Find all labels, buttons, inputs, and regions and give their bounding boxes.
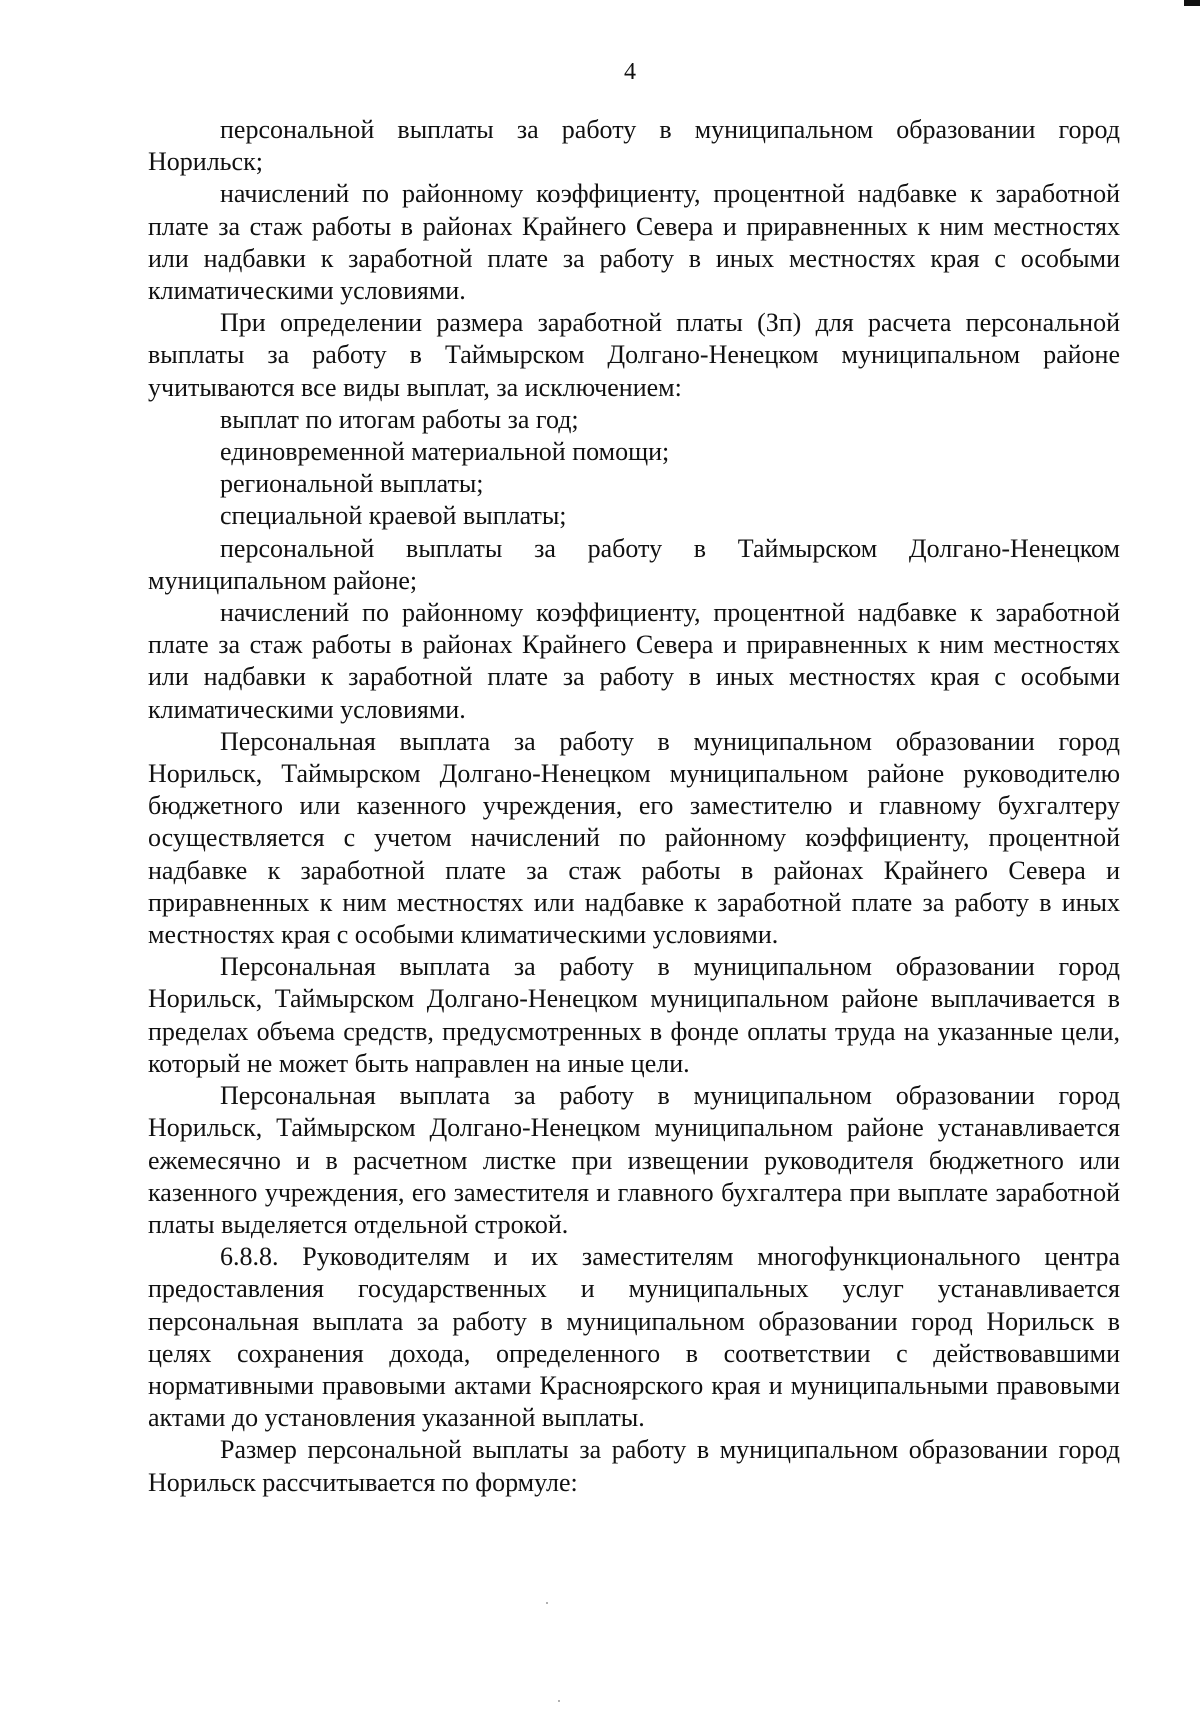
- list-item-special-regional-payment: специальной краевой выплаты;: [220, 501, 567, 531]
- paragraph-2: начислений по районному коэффициенту, процентной надбавке к заработной плате за стаж работы в районах Крайнего Севера и приравненных к ним местностях или надбавки к заработной плате за работу в иных местностях края с особыми климатическими условиями.: [148, 179, 1120, 306]
- list-item-personal-payment-taimyr: персональной выплаты за работу в Таймырском Долгано-Ненецком муниципальном районе;: [148, 533, 1120, 595]
- paragraph-personal-payment-limits: Персональная выплата за работу в муниципальном образовании город Норильск, Таймырском Долгано-Ненецком муниципальном районе выплачивается в пределах объема средств, предусмотренных в фонде оплаты труда на указанные цели, который не может быть направлен на иные цели.: [148, 952, 1120, 1078]
- scan-corner-mark: [1184, 0, 1200, 6]
- paragraph-personal-payment-accrual: Персональная выплата за работу в муниципальном образовании город Норильск, Таймырском Долгано-Ненецком муниципальном районе руководителю бюджетного или казенного учреждения, его заместителю и главному бухгалтеру осуществляется с учетом начислений по районному коэффициенту, процентной надбавке к заработной плате за стаж работы в районах Крайнего Севера и приравненных к ним местностях или надбавке к заработной плате за работу в иных местностях края с особыми климатическими условиями.: [148, 726, 1120, 950]
- page-number: 4: [624, 59, 636, 85]
- paragraph-formula-intro: Размер персональной выплаты за работу в муниципальном образовании город Норильск рассчитывается по формуле:: [148, 1435, 1120, 1497]
- scan-speck: [546, 1602, 548, 1604]
- list-item-northern-allowances: начислений по районному коэффициенту, процентной надбавке к заработной плате за стаж работы в районах Крайнего Севера и приравненных к ним местностях или надбавки к заработной плате за работу в иных местностях края с особыми климатическими условиями.: [148, 598, 1120, 724]
- list-item-annual-results: выплат по итогам работы за год;: [220, 404, 579, 434]
- document-body: [148, 114, 1120, 1499]
- list-item-material-aid: единовременной материальной помощи;: [220, 437, 670, 467]
- paragraph-1: персональной выплаты за работу в муниципальном образовании город Норильск;: [148, 115, 1120, 177]
- scan-speck: [558, 1700, 560, 1702]
- list-item-regional-payment: региональной выплаты;: [220, 469, 484, 499]
- paragraph-3: При определении размера заработной платы (Зп) для расчета персональной выплаты за работу в Таймырском Долгано-Ненецком муниципальном районе учитываются все виды выплат, за исключением:: [148, 308, 1120, 402]
- paragraph-section-6-8-8: 6.8.8. Руководителям и их заместителям многофункционального центра предоставления государственных и муниципальных услуг устанавливается персональная выплата за работу в муниципальном образовании город Норильск в целях сохранения дохода, определенного в соответствии с действовавшими нормативными правовыми актами Красноярского края и муниципальными правовыми актами до установления указанной выплаты.: [148, 1242, 1120, 1433]
- paragraph-personal-payment-monthly: Персональная выплата за работу в муниципальном образовании город Норильск, Таймырском Долгано-Ненецком муниципальном районе устанавливается ежемесячно и в расчетном листке при извещении руководителя бюджетного или казенного учреждения, его заместителя и главного бухгалтера при выплате заработной платы выделяется отдельной строкой.: [148, 1081, 1120, 1239]
